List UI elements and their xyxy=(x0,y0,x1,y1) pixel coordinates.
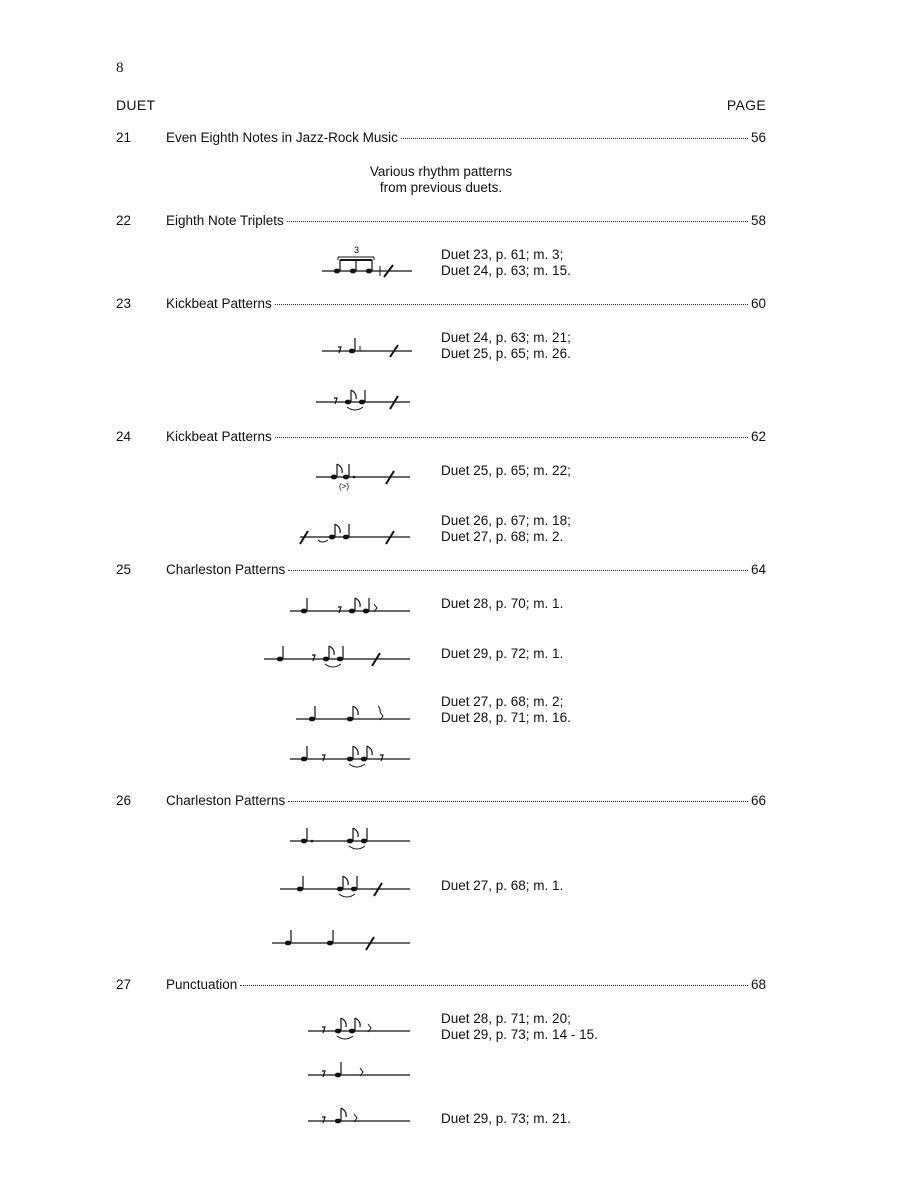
dot-leader xyxy=(288,801,748,802)
entry-page: 56 xyxy=(750,130,766,145)
rhythm-kickbeat-figure xyxy=(318,330,418,360)
entry-number: 22 xyxy=(116,213,132,228)
duet-reference xyxy=(441,1111,571,1127)
rhythm-charleston-figure-3 xyxy=(294,700,412,726)
entry-page: 58 xyxy=(750,213,766,228)
entry-title: Eighth Note Triplets xyxy=(166,213,284,228)
rhythm-charleston-figure-4 xyxy=(288,740,412,770)
reference-line: Duet 29, p. 73; m. 14 - 15. xyxy=(441,1027,598,1042)
reference-line: Duet 24, p. 63; m. 15. xyxy=(441,263,571,278)
reference-line: Duet 27, p. 68; m. 2. xyxy=(441,529,564,544)
reference-line: Duet 27, p. 68; m. 2; xyxy=(441,694,564,709)
reference-line: Duet 26, p. 67; m. 18; xyxy=(441,513,571,528)
reference-line: Duet 28, p. 70; m. 1. xyxy=(441,596,564,611)
toc-entry-22 xyxy=(116,213,766,231)
reference-line: Duet 29, p. 73; m. 21. xyxy=(441,1111,571,1126)
entry-title: Kickbeat Patterns xyxy=(166,429,272,444)
toc-entry-24 xyxy=(116,429,766,447)
rhythm-punctuation-figure-1 xyxy=(306,1012,412,1046)
dot-leader xyxy=(275,304,748,305)
note-line: from previous duets. xyxy=(379,180,503,195)
rhythm-charleston-figure-2 xyxy=(262,640,412,670)
entry-page: 60 xyxy=(750,296,766,311)
rhythm-charleston-figure-6 xyxy=(278,870,412,904)
duet-reference xyxy=(441,513,571,545)
entry-number: 27 xyxy=(116,977,132,992)
entry-page: 66 xyxy=(750,793,766,808)
duet-reference xyxy=(441,463,571,479)
entry-page: 62 xyxy=(750,429,766,444)
accent-mark: (>) xyxy=(339,482,349,491)
page-number: 8 xyxy=(116,60,124,76)
duet-reference xyxy=(441,596,563,612)
entry-number: 21 xyxy=(116,130,132,145)
entry-page: 68 xyxy=(750,977,766,992)
reference-line: Duet 25, p. 65; m. 26. xyxy=(441,346,571,361)
rhythm-triplet-figure xyxy=(318,240,418,280)
entry-title: Kickbeat Patterns xyxy=(166,296,272,311)
triplet-number: 3 xyxy=(354,245,360,255)
toc-entry-27 xyxy=(116,977,766,995)
rhythm-kickbeat-syncopated-figure xyxy=(296,518,412,548)
dot-leader xyxy=(240,985,748,986)
duet-reference xyxy=(441,247,571,279)
toc-entry-23 xyxy=(116,296,766,314)
dot-leader xyxy=(401,138,748,139)
rhythm-charleston-figure-7 xyxy=(270,924,412,954)
toc-entry-21 xyxy=(116,130,766,148)
dot-leader xyxy=(287,221,748,222)
duet-reference xyxy=(441,1011,598,1043)
duet-reference xyxy=(441,878,563,894)
note-line: Various rhythm patterns xyxy=(369,164,513,179)
dot-leader xyxy=(275,437,748,438)
toc-entry-25 xyxy=(116,562,766,580)
reference-line: Duet 23, p. 61; m. 3; xyxy=(441,247,564,262)
entry-number: 26 xyxy=(116,793,132,808)
rhythm-charleston-figure-5 xyxy=(288,822,412,856)
entry-title: Charleston Patterns xyxy=(166,562,286,577)
rhythm-charleston-figure-1 xyxy=(288,592,412,618)
duet-reference xyxy=(441,330,571,362)
rhythm-kickbeat-tied-figure xyxy=(312,385,412,415)
reference-line: Duet 28, p. 71; m. 16. xyxy=(441,710,571,725)
rhythm-kickbeat-accent-figure xyxy=(312,458,412,492)
reference-line: Duet 25, p. 65; m. 22; xyxy=(441,463,571,478)
column-header-page: PAGE xyxy=(726,97,766,113)
entry-title: Even Eighth Notes in Jazz-Rock Music xyxy=(166,130,398,145)
entry-number: 25 xyxy=(116,562,132,577)
entry-title: Charleston Patterns xyxy=(166,793,286,808)
reference-line: Duet 28, p. 71; m. 20; xyxy=(441,1011,571,1026)
dot-leader xyxy=(288,570,748,571)
reference-line: Duet 24, p. 63; m. 21; xyxy=(441,330,571,345)
entry-title: Punctuation xyxy=(166,977,238,992)
column-header-duet: DUET xyxy=(116,97,156,113)
duet-reference xyxy=(441,646,563,662)
duet-reference xyxy=(441,694,571,726)
rhythm-punctuation-figure-3 xyxy=(306,1102,412,1128)
entry-page: 64 xyxy=(750,562,766,577)
entry-21-note xyxy=(300,164,582,196)
reference-line: Duet 27, p. 68; m. 1. xyxy=(441,878,564,893)
entry-number: 24 xyxy=(116,429,132,444)
toc-entry-26 xyxy=(116,793,766,811)
entry-number: 23 xyxy=(116,296,132,311)
rhythm-punctuation-figure-2 xyxy=(306,1058,412,1084)
reference-line: Duet 29, p. 72; m. 1. xyxy=(441,646,564,661)
